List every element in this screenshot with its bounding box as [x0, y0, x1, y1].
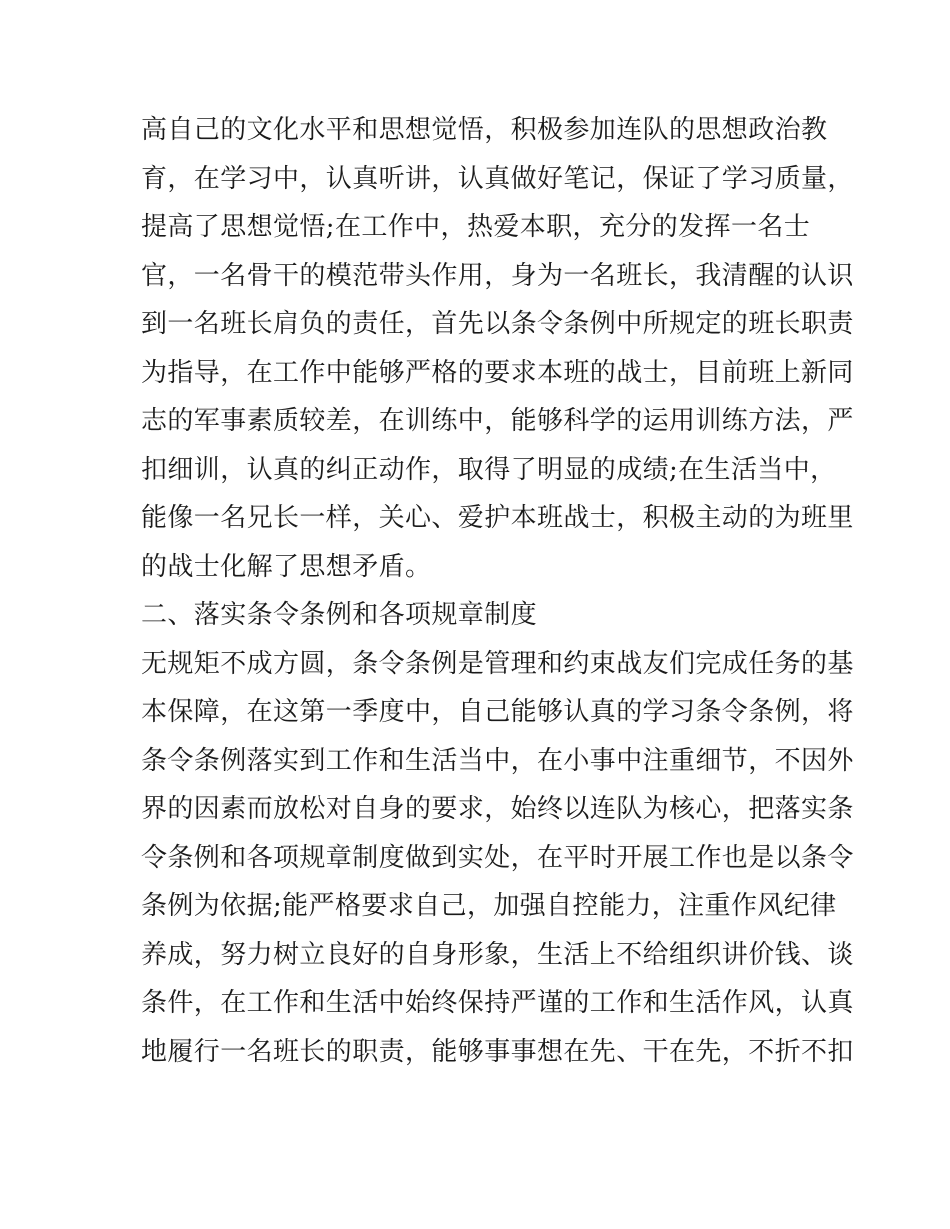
text-line: 条例为依据;能严格要求自己，加强自控能力，注重作风纪律 — [141, 891, 837, 921]
text-line: 条令条例落实到工作和生活当中，在小事中注重细节，不因外 — [141, 745, 854, 776]
text-line: 条件，在工作和生活中始终保持严谨的工作和生活作风，认真 — [141, 988, 854, 1018]
text-line: 到一名班长肩负的责任，首先以条令条例中所规定的班长职责 — [141, 309, 854, 339]
text-line: 提高了思想觉悟;在工作中，热爱本职，充分的发挥一名士 — [141, 212, 811, 242]
text-line: 官，一名骨干的模范带头作用，身为一名班长，我清醒的认识 — [141, 260, 854, 291]
document-body — [141, 106, 854, 1076]
text-line: 地履行一名班长的职责，能够事事想在先、干在先，不折不扣 — [141, 1036, 854, 1067]
text-line: 能像一名兄长一样，关心、爱护本班战士，积极主动的为班里 — [141, 503, 854, 533]
text-line: 育，在学习中，认真听讲，认真做好笔记，保证了学习质量， — [141, 163, 854, 194]
text-line: 养成，努力树立良好的自身形象，生活上不给组织讲价钱、谈 — [141, 939, 854, 970]
text-line: 界的因素而放松对自身的要求，始终以连队为核心，把落实条 — [141, 794, 854, 824]
text-line: 本保障，在这第一季度中，自己能够认真的学习条令条例，将 — [141, 697, 854, 727]
text-line: 高自己的文化水平和思想觉悟，积极参加连队的思想政治教 — [141, 115, 828, 145]
section-heading: 二、落实条令条例和各项规章制度 — [141, 600, 538, 630]
text-line: 令条例和各项规章制度做到实处，在平时开展工作也是以条令 — [141, 842, 854, 873]
text-line: 扣细训，认真的纠正动作，取得了明显的成绩;在生活当中， — [141, 454, 837, 485]
text-line: 为指导，在工作中能够严格的要求本班的战士，目前班上新同 — [141, 357, 854, 388]
text-line: 志的军事素质较差，在训练中，能够科学的运用训练方法，严 — [141, 406, 854, 436]
text-line: 无规矩不成方圆，条令条例是管理和约束战友们完成任务的基 — [141, 648, 854, 679]
text-line: 的战士化解了思想矛盾。 — [141, 551, 432, 582]
